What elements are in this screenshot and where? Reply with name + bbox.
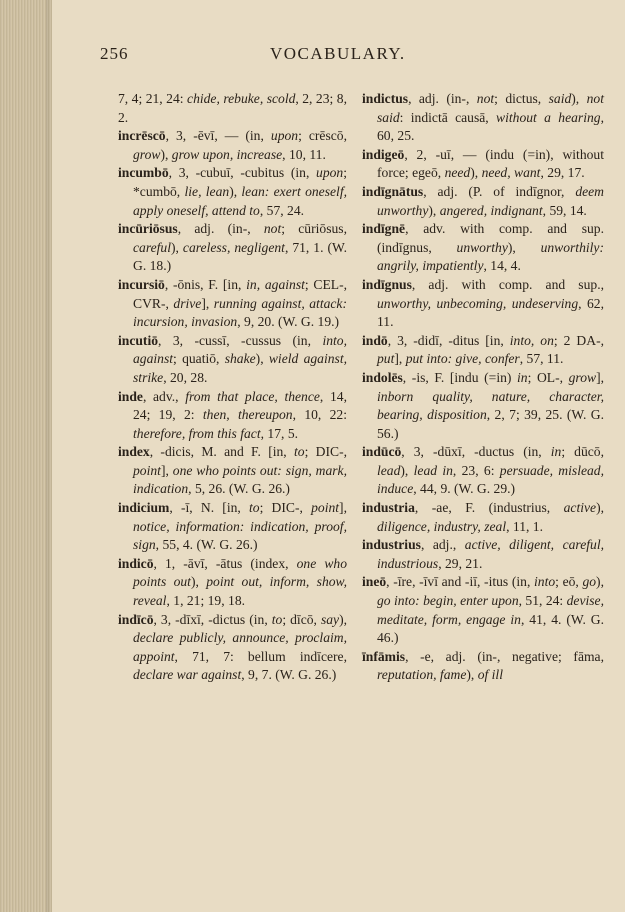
definition-text: then, thereupon <box>202 407 293 423</box>
vocab-entry <box>362 332 604 369</box>
definition-text: lean: exert oneself, apply oneself, attend to <box>133 183 347 218</box>
vocab-entry <box>362 369 604 443</box>
vocab-entry <box>362 146 604 183</box>
left-column <box>118 90 347 685</box>
entry-text: ; crēscō, <box>298 128 347 144</box>
entry-text: ; dictus, <box>494 91 549 106</box>
entry-text: , -e, adj. (in-, negative; fāma, <box>405 648 604 664</box>
definition-text: point out, inform, show, reveal <box>133 574 348 609</box>
vocab-entry <box>362 443 604 499</box>
entry-text: ], <box>394 351 406 367</box>
vocab-entry <box>118 164 347 220</box>
headword: indīgnē <box>362 221 406 237</box>
headword: indicium <box>118 500 170 516</box>
entry-text: , 10, 11. <box>282 146 326 162</box>
entry-text: , 2, 7; 39, 25. (W. G. 56.) <box>377 407 605 441</box>
entry-text: , 3, -didī, -ditus [in, <box>387 332 510 348</box>
definition-text: in <box>517 369 528 385</box>
entry-text: ), <box>339 611 347 627</box>
entry-text: , adv., <box>142 388 186 404</box>
definition-text: go <box>582 574 597 590</box>
entry-text: ), <box>400 462 414 478</box>
definition-text: active, diligent, careful, industrious <box>377 537 604 571</box>
entry-text: ; DIC-, <box>304 444 348 460</box>
entry-text: , 71, 1. (W. G. 18.) <box>133 239 347 274</box>
definition-text: chide, rebuke, scold <box>187 91 296 106</box>
entry-text: , 3, -cussī, -cussus (in, <box>158 332 323 348</box>
entry-text: , 3, -ēvī, — (in, <box>165 128 271 144</box>
definition-text: angered, indignant <box>439 202 543 218</box>
vocab-entry <box>118 611 347 685</box>
headword: indicō <box>118 555 154 571</box>
definition-text: without a hearing <box>496 109 601 125</box>
entry-text: , 3, -dīxī, -dictus (in, <box>153 611 272 627</box>
entry-text: , 44, 9. (W. G. 29.) <box>413 481 516 497</box>
entry-text: , 5, 26. (W. G. 26.) <box>188 481 290 497</box>
headword: incūriōsus <box>118 221 178 237</box>
definition-text: to <box>249 500 260 516</box>
vocab-entry <box>118 499 347 555</box>
definition-text: diligence, industry, zeal <box>377 518 507 534</box>
entry-text: , 29, 21. <box>438 555 483 571</box>
entry-text: , 57, 11. <box>519 351 564 367</box>
definition-text: declare publicly, announce, proclaim, appoint <box>133 630 347 664</box>
definition-text: active <box>563 500 597 516</box>
entry-text: , 2, -uī, — (indu (=in), without force; egeō, <box>377 146 604 181</box>
definition-text: put <box>377 351 395 367</box>
headword: īnfāmis <box>362 648 406 664</box>
entry-text: ; dūcō, <box>561 444 604 460</box>
entry-text: 7, 4; 21, 24: <box>118 91 188 106</box>
headword: indīgnus <box>362 276 412 292</box>
definition-text: grow <box>133 146 161 162</box>
headword: inde <box>118 388 143 404</box>
entry-text: , adj. with comp. and sup., <box>411 276 604 292</box>
headword: indigeō <box>362 146 405 162</box>
definition-text: reputation, fame <box>377 667 467 683</box>
entry-text: , 11, 1. <box>506 518 544 534</box>
entry-text: , 55, 4. (W. G. 26.) <box>155 537 258 553</box>
entry-text: ], <box>160 462 173 478</box>
definition-text: notice, information: indication, proof, sign <box>133 518 347 553</box>
entry-text: ; quatiō, <box>173 351 225 367</box>
definition-text: upon <box>316 165 344 181</box>
definition-text: shake <box>224 351 256 367</box>
definition-text: lead in <box>413 462 453 478</box>
definition-text: to <box>271 611 283 627</box>
entry-text: ], <box>339 500 347 516</box>
definition-text: put into: give, confer <box>405 351 520 367</box>
vocab-entry <box>362 499 604 536</box>
entry-text: ; *cumbō, <box>133 165 347 199</box>
entry-text: ; 2 DA-, <box>553 332 604 348</box>
entry-text: ], <box>201 295 214 311</box>
headword: indō <box>362 332 388 348</box>
headword: indolēs <box>362 369 403 385</box>
entry-text: , 62, 11. <box>377 295 604 330</box>
entry-text: ), <box>507 239 541 255</box>
entry-text: , 3, -dūxī, -ductus (in, <box>401 444 551 460</box>
entry-text: ), <box>596 574 604 590</box>
definition-text: upon <box>270 128 299 144</box>
definition-text: careful <box>133 239 171 255</box>
entry-text: ), <box>255 351 269 367</box>
entry-text: , 14, 24; 19, 2: <box>133 388 347 423</box>
running-head: VOCABULARY. <box>270 44 406 63</box>
definition-text: unworthily: angrily, impatiently <box>377 239 604 274</box>
vocab-entry <box>118 220 347 276</box>
vocab-entry <box>362 90 604 146</box>
vocab-entry <box>118 388 347 444</box>
entry-text: , 41, 4. (W. G. 46.) <box>377 611 605 646</box>
entry-text: , 59, 14. <box>542 202 587 218</box>
definition-text: into, against <box>133 332 347 367</box>
entry-text: ; dīcō, <box>282 611 321 627</box>
page-header <box>100 44 570 68</box>
entry-text: , adj. (in-, <box>408 91 477 106</box>
definition-text: wield against, strike <box>133 351 348 385</box>
vocab-entry <box>362 276 604 332</box>
entry-text: ; DIC-, <box>259 500 312 516</box>
entry-text: , 51, 24: <box>518 593 567 609</box>
definition-text: unworthy, unbecoming, undeserving <box>377 295 579 311</box>
entry-text: , 20, 28. <box>163 369 208 385</box>
definition-text: declare war against <box>133 667 242 683</box>
definition-text: go into: begin, enter upon <box>377 593 519 609</box>
definition-text: devise, meditate, form, engage in <box>377 593 604 627</box>
entry-text: , 57, 24. <box>259 202 305 218</box>
entry-text: ), <box>428 202 440 218</box>
entry-text: ; eō, <box>555 574 583 590</box>
entry-text: , 23, 6: <box>452 462 500 478</box>
entry-text: , -dicis, M. and F. [in, <box>149 444 295 460</box>
entry-text: , -īre, -īvī and -iī, -itus (in, <box>386 574 534 590</box>
entry-text: , adj., <box>420 537 465 553</box>
entry-text: ; CEL-, CVR-, <box>133 276 348 311</box>
entry-text: , 71, 7: bellum indīcere, <box>174 648 347 664</box>
vocab-entry <box>118 555 347 611</box>
headword: industrius <box>362 537 421 553</box>
entry-text: ), <box>160 146 172 162</box>
entry-text: , -is, F. [indu (=in) <box>402 369 518 385</box>
entry-text: , 1, 21; 19, 18. <box>166 593 246 609</box>
definition-text: one who points out: sign, mark, indication <box>133 462 347 497</box>
vocab-entry <box>118 332 347 388</box>
definition-text: of ill <box>477 667 503 683</box>
entry-text: , 9, 20. (W. G. 19.) <box>237 314 340 330</box>
entry-text: , -ōnis, F. [in, <box>164 276 247 292</box>
entry-text: , 14, 4. <box>483 258 521 274</box>
definition-text: inborn quality, nature, character, bearing, disposition <box>377 388 604 423</box>
entry-text: ), <box>190 574 207 590</box>
definition-text: into, on <box>509 332 554 348</box>
definition-text: to <box>294 444 305 460</box>
right-column <box>362 90 604 685</box>
definition-text: point <box>133 462 161 478</box>
vocab-entry <box>362 573 604 647</box>
definition-text: unworthy <box>456 239 508 255</box>
definition-text: need <box>444 165 471 181</box>
entry-text: , 10, 22: <box>292 407 347 423</box>
entry-text: ; OL-, <box>527 369 569 385</box>
entry-text: , 17, 5. <box>260 425 299 441</box>
entry-text: , 60, 25. <box>377 109 604 144</box>
entry-text: , 2, 23; 8, 2. <box>118 91 347 125</box>
page-number: 256 <box>100 44 129 63</box>
definition-text: not <box>476 91 495 106</box>
definition-text: drive <box>173 295 202 311</box>
vocab-entry <box>362 220 604 276</box>
definition-text: careless, negligent <box>182 239 285 255</box>
headword: indīcō <box>118 611 154 627</box>
vocab-entry <box>362 536 604 573</box>
headword: indictus <box>362 91 409 106</box>
definition-text: deem unworthy <box>377 183 604 218</box>
definition-text: not said <box>377 91 604 125</box>
definition-text: point <box>311 500 340 516</box>
definition-text: grow <box>568 369 597 385</box>
headword: industria <box>362 500 415 516</box>
entry-text: ), <box>171 239 183 255</box>
entry-text: : indictā causā, <box>399 109 497 125</box>
vocab-entry <box>118 127 347 164</box>
definition-text: grow upon, increase <box>171 146 283 162</box>
headword: incumbō <box>118 165 169 181</box>
headword: ineō <box>362 574 387 590</box>
definition-text: in <box>550 444 562 460</box>
headword: incutiō <box>118 332 159 348</box>
entry-text: , 29, 17. <box>540 165 585 181</box>
entry-text: ; cūriōsus, <box>281 221 347 237</box>
vocab-entry <box>362 648 604 685</box>
entry-text: , 1, -āvī, -ātus (index, <box>153 555 297 571</box>
entry-text: ), <box>466 667 478 683</box>
entry-text: ], <box>596 369 604 385</box>
definition-text: from that place, thence <box>185 388 320 404</box>
entry-text: ), <box>596 500 604 516</box>
vocab-entry <box>118 443 347 499</box>
definition-text: persuade, mislead, induce <box>377 462 604 497</box>
vocab-entry <box>118 90 347 127</box>
entry-text: , 3, -cubuī, -cubitus (in, <box>168 165 317 181</box>
headword: indūcō <box>362 444 402 460</box>
headword: incursiō <box>118 276 165 292</box>
entry-text: , adv. with comp. and sup. (indīgnus, <box>377 221 604 255</box>
book-page-edges <box>0 0 52 912</box>
definition-text: therefore, from this fact <box>133 425 261 441</box>
definition-text: lead <box>377 462 401 478</box>
headword: indīgnātus <box>362 183 424 199</box>
entry-text: ), <box>470 165 482 181</box>
definition-text: running against, attack: incursion, invasion <box>133 295 347 330</box>
entry-text: ), <box>571 91 587 106</box>
definition-text: lie, lean <box>184 183 230 199</box>
entry-text: , adj. (P. of indīgnor, <box>423 183 576 199</box>
definition-text: say <box>320 611 340 627</box>
definition-text: into <box>534 574 556 590</box>
vocab-entry <box>362 183 604 220</box>
entry-text: , 9, 7. (W. G. 26.) <box>241 667 337 683</box>
definition-text: not <box>263 221 282 237</box>
definition-text: need, want <box>481 165 541 181</box>
entry-text: , -ae, F. (industrius, <box>414 500 564 516</box>
entry-text: , -ī, N. [in, <box>169 500 249 516</box>
headword: incrēscō <box>118 128 166 144</box>
definition-text: one who points out <box>133 555 347 590</box>
headword: index <box>118 444 150 460</box>
entry-text: , adj. (in-, <box>177 221 264 237</box>
definition-text: in, against <box>246 276 305 292</box>
entry-text: ), <box>229 183 242 199</box>
definition-text: said <box>548 91 572 106</box>
vocab-entry <box>118 276 347 332</box>
